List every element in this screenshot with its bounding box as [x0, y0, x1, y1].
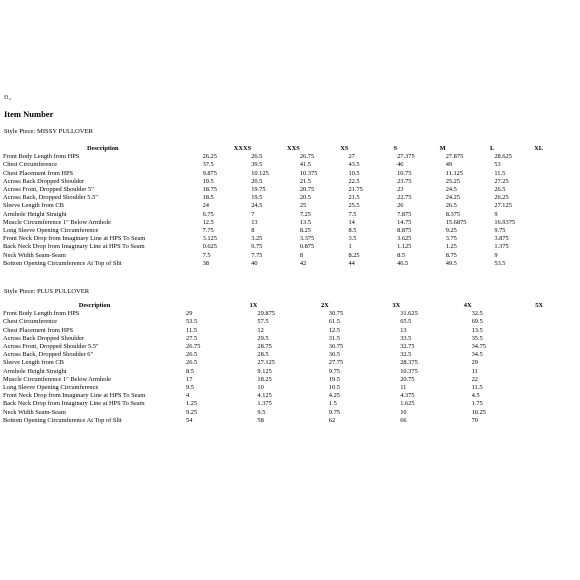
measurement-description: Neck Width Seam-Seam — [3, 251, 66, 259]
measurement-value: 17 — [186, 375, 193, 383]
measurement-value: 29.875 — [257, 310, 275, 318]
table-row — [3, 194, 543, 202]
table-row — [3, 252, 543, 260]
measurement-value: 12.5 — [202, 218, 214, 226]
size-column-header: L — [490, 145, 495, 152]
measurement-value: 27.375 — [397, 153, 415, 161]
measurement-value: 30.75 — [328, 310, 344, 318]
measurement-value: 7.75 — [251, 251, 263, 259]
measurement-description: Neck Width Seam-Seam — [3, 408, 66, 416]
measurement-value: 3.75 — [445, 235, 457, 243]
measurement-value: 11.5 — [494, 169, 506, 177]
measurement-description: Long Sleeve Opening Circumference — [3, 227, 99, 235]
missy-pullover-spec-table — [3, 145, 543, 268]
size-column-header: 3X — [392, 302, 401, 309]
measurement-value: 10.375 — [299, 169, 318, 177]
measurement-value: 7.5 — [348, 210, 357, 218]
measurement-value: 20.75 — [400, 375, 415, 383]
measurement-value: 19.5 — [202, 177, 214, 185]
measurement-value: 20.5 — [251, 177, 263, 185]
measurement-value: 26.75 — [186, 343, 201, 351]
table-row — [3, 368, 543, 376]
measurement-value: 12.5 — [328, 326, 340, 334]
measurement-value: 10.5 — [328, 384, 340, 392]
measurement-value: 24 — [202, 202, 209, 210]
measurement-value: 27.125 — [494, 202, 512, 210]
measurement-value: 23.75 — [397, 177, 412, 185]
measurement-value: 27.75 — [328, 359, 344, 367]
table-row — [3, 359, 543, 367]
measurement-value: 3.125 — [202, 235, 217, 243]
measurement-value: 26.5 — [445, 202, 457, 210]
measurement-value: 24.5 — [445, 186, 457, 194]
measurement-description: Back Neck Drop from Imaginary Line at HPS To Seam — [3, 400, 145, 408]
measurement-description: Across Back, Dropped Shoulder 6" — [3, 351, 94, 359]
measurement-value: 16.9375 — [494, 218, 516, 226]
measurement-value: 31.625 — [400, 310, 418, 318]
measurement-value: 18.5 — [202, 194, 214, 202]
measurement-value: 4.125 — [257, 392, 272, 400]
measurement-value: 27.875 — [445, 153, 464, 161]
measurement-value: 22 — [471, 375, 478, 383]
measurement-value: 46.5 — [397, 259, 409, 267]
measurement-value: 13.5 — [299, 218, 311, 226]
size-column-header: XXXS — [233, 145, 252, 152]
table-row — [3, 260, 543, 268]
measurement-value: 1.375 — [257, 400, 272, 408]
measurement-value: 9.25 — [445, 227, 457, 235]
measurement-value: 22.75 — [397, 194, 412, 202]
plus-table-body — [3, 310, 543, 425]
measurement-value: 7.5 — [202, 251, 211, 259]
measurement-value: 53 — [494, 161, 501, 169]
measurement-value: 20.75 — [299, 186, 315, 194]
measurement-value: 11 — [400, 384, 407, 392]
measurement-value: 8.875 — [397, 227, 412, 235]
table-row — [3, 211, 543, 219]
measurement-value: 18.75 — [202, 186, 217, 194]
measurement-value: 9.25 — [186, 408, 198, 416]
table-row — [3, 351, 543, 359]
size-column-header: 4X — [463, 302, 472, 309]
measurement-value: 1 — [348, 243, 352, 251]
measurement-value: 8.25 — [299, 227, 311, 235]
measurement-value: 24.25 — [445, 194, 461, 202]
table-row — [3, 335, 543, 343]
measurement-value: 8.5 — [348, 227, 357, 235]
measurement-value: 22.5 — [348, 177, 360, 185]
measurement-description: Bottom Opening Circumference At Top of Slit — [3, 259, 122, 267]
measurement-value: 9.875 — [202, 169, 217, 177]
style-piece-missy-label: Style Piece: MISSY PULLOVER — [4, 128, 93, 135]
measurement-value: 40 — [251, 259, 258, 267]
measurement-value: 1.125 — [397, 243, 412, 251]
measurement-value: 1.375 — [494, 243, 509, 251]
measurement-value: 3.375 — [299, 235, 315, 243]
measurement-value: 11.5 — [186, 326, 197, 334]
measurement-value: 25.5 — [348, 202, 360, 210]
measurement-description: Chest Placement from HPS — [3, 169, 74, 177]
document-mark: Ð„ — [4, 95, 11, 101]
measurement-value: 9.75 — [328, 408, 340, 416]
measurement-value: 8.5 — [186, 367, 195, 375]
measurement-description: Front Body Length from HPS — [3, 310, 80, 318]
measurement-value: 8.75 — [445, 251, 457, 259]
table-row — [3, 202, 543, 210]
measurement-description: Sleeve Length from CB — [3, 359, 64, 367]
measurement-value: 28.375 — [400, 359, 418, 367]
table-row — [3, 327, 543, 335]
measurement-value: 3.5 — [348, 235, 357, 243]
measurement-description: Across Back, Dropped Shoulder 5.5" — [3, 194, 98, 202]
measurement-value: 28.75 — [257, 343, 272, 351]
measurement-value: 29 — [471, 359, 478, 367]
table-row — [3, 186, 543, 194]
size-column-header: XS — [340, 145, 349, 152]
measurement-value: 38 — [202, 259, 209, 267]
measurement-value: 14.75 — [397, 218, 412, 226]
measurement-value: 70 — [471, 416, 478, 424]
table-row — [3, 400, 543, 408]
measurement-value: 21.5 — [299, 177, 311, 185]
measurement-value: 26 — [397, 202, 404, 210]
measurement-value: 8 — [299, 251, 304, 259]
measurement-value: 6.75 — [202, 210, 214, 218]
measurement-value: 27.25 — [494, 177, 509, 185]
size-column-header: XXS — [287, 145, 300, 152]
measurement-description: Front Neck Drop from Imaginary Line at HPS To Seam — [3, 392, 146, 400]
measurement-value: 20.5 — [299, 194, 311, 202]
measurement-value: 26.5 — [251, 153, 263, 161]
measurement-description: Across Back Dropped Shoulder — [3, 177, 85, 185]
table-row — [3, 170, 543, 178]
measurement-value: 46 — [397, 161, 404, 169]
measurement-value: 1.75 — [471, 400, 483, 408]
measurement-value: 54 — [186, 416, 193, 424]
measurement-value: 32.5 — [471, 310, 483, 318]
measurement-value: 26.5 — [494, 186, 506, 194]
measurement-value: 10.25 — [471, 408, 486, 416]
measurement-value: 9 — [494, 210, 498, 218]
measurement-value: 4.375 — [400, 392, 415, 400]
measurement-value: 7 — [251, 210, 255, 218]
measurement-description: Chest Circumference — [3, 318, 58, 326]
measurement-value: 24.5 — [251, 202, 263, 210]
measurement-value: 27.5 — [186, 334, 198, 342]
measurement-value: 8.375 — [445, 210, 461, 218]
measurement-value: 18.25 — [257, 375, 272, 383]
measurement-value: 9.5 — [257, 408, 266, 416]
table-row — [3, 392, 543, 400]
measurement-value: 43.5 — [348, 161, 360, 169]
measurement-value: 1.25 — [186, 400, 198, 408]
measurement-value: 21.75 — [348, 186, 363, 194]
measurement-value: 19.5 — [251, 194, 263, 202]
measurement-value: 33.5 — [400, 334, 412, 342]
table-row — [3, 235, 543, 243]
measurement-value: 34.75 — [471, 343, 486, 351]
measurement-value: 7.75 — [202, 227, 214, 235]
table-row — [3, 227, 543, 235]
measurement-value: 9.75 — [328, 367, 340, 375]
size-column-header: S — [393, 145, 398, 152]
measurement-value: 12 — [257, 326, 264, 334]
measurement-value: 4 — [186, 392, 190, 400]
measurement-value: 34.5 — [471, 351, 483, 359]
measurement-value: 1.5 — [328, 400, 337, 408]
measurement-value: 27.125 — [257, 359, 275, 367]
measurement-value: 58 — [257, 416, 264, 424]
measurement-value: 39.5 — [251, 161, 263, 169]
measurement-value: 19.75 — [251, 186, 266, 194]
table-row — [3, 384, 543, 392]
measurement-value: 3.625 — [397, 235, 412, 243]
measurement-value: 9.125 — [257, 367, 272, 375]
measurement-value: 30.75 — [328, 343, 344, 351]
measurement-value: 1.25 — [445, 243, 457, 251]
measurement-value: 49.5 — [445, 259, 457, 267]
measurement-value: 26.25 — [202, 153, 217, 161]
measurement-description: Muscle Circumference 1" Below Armhole — [3, 218, 112, 226]
measurement-description: Armhole Height Straight — [3, 367, 67, 375]
measurement-value: 10.375 — [400, 367, 418, 375]
measurement-value: 26.5 — [186, 351, 198, 359]
table-header-row — [3, 145, 543, 153]
measurement-description: Long Sleeve Opening Circumference — [3, 384, 99, 392]
measurement-description: Chest Placement from HPS — [3, 326, 74, 334]
measurement-value: 9.75 — [494, 227, 506, 235]
table-row — [3, 243, 543, 251]
measurement-value: 26.5 — [186, 359, 198, 367]
measurement-value: 69.5 — [471, 318, 483, 326]
measurement-value: 11 — [471, 367, 478, 375]
size-column-header: 5X — [535, 302, 543, 309]
measurement-value: 11.5 — [471, 384, 483, 392]
table-row — [3, 161, 543, 169]
measurement-value: 8.5 — [397, 251, 406, 259]
measurement-value: 26.75 — [299, 153, 315, 161]
measurement-value: 32.5 — [400, 351, 412, 359]
table-row — [3, 409, 543, 417]
measurement-value: 25 — [299, 202, 307, 210]
measurement-value: 21.5 — [348, 194, 360, 202]
measurement-value: 30.5 — [328, 351, 340, 359]
measurement-description: Bottom Opening Circumference At Top of Slit — [3, 416, 122, 424]
measurement-value: 8.25 — [348, 251, 360, 259]
measurement-description: Back Neck Drop from Imaginary Line at HPS To Seam — [3, 243, 145, 251]
measurement-value: 0.875 — [299, 243, 315, 251]
measurement-value: 10.75 — [397, 169, 412, 177]
measurement-value: 28.625 — [494, 153, 512, 161]
size-column-header: XL — [534, 145, 543, 152]
measurement-value: 9.5 — [186, 384, 195, 392]
measurement-value: 10 — [400, 408, 407, 416]
measurement-value: 10.125 — [251, 169, 269, 177]
measurement-value: 57.5 — [257, 318, 269, 326]
table-row — [3, 178, 543, 186]
measurement-value: 65.5 — [400, 318, 412, 326]
style-piece-plus-label: Style Piece: PLUS PULLOVER — [4, 288, 90, 295]
measurement-value: 7.875 — [397, 210, 412, 218]
measurement-value: 32.75 — [400, 343, 415, 351]
measurement-value: 14 — [348, 218, 355, 226]
table-row — [3, 310, 543, 318]
measurement-description: Armhole Height Straight — [3, 210, 67, 218]
measurement-value: 10.5 — [348, 169, 360, 177]
table-row — [3, 219, 543, 227]
measurement-value: 28.5 — [257, 351, 269, 359]
measurement-value: 7.25 — [299, 210, 311, 218]
measurement-description: Front Neck Drop from Imaginary Line at HPS To Seam — [3, 235, 146, 243]
missy-table-body — [3, 153, 543, 268]
size-column-header: M — [439, 145, 446, 152]
measurement-value: 61.5 — [328, 318, 340, 326]
measurement-value: 37.5 — [202, 161, 214, 169]
measurement-description: Muscle Circumference 1" Below Armhole — [3, 375, 112, 383]
size-column-header: 1X — [249, 302, 258, 309]
measurement-value: 0.75 — [251, 243, 263, 251]
measurement-description: Across Back Dropped Shoulder — [3, 334, 85, 342]
measurement-value: 26.25 — [494, 194, 509, 202]
measurement-value: 10 — [257, 384, 264, 392]
measurement-value: 31.5 — [328, 334, 340, 342]
size-column-header: 2X — [320, 302, 329, 309]
measurement-value: 19.5 — [328, 375, 340, 383]
measurement-description: Chest Circumference — [3, 161, 58, 169]
measurement-value: 44 — [348, 259, 355, 267]
measurement-value: 35.5 — [471, 334, 483, 342]
measurement-value: 53.5 — [494, 259, 506, 267]
table-header-row — [3, 302, 543, 310]
measurement-value: 8 — [251, 227, 255, 235]
measurement-value: 1.625 — [400, 400, 415, 408]
measurement-value: 0.625 — [202, 243, 217, 251]
description-column-header: Description — [78, 302, 111, 309]
measurement-value: 9 — [494, 251, 498, 259]
measurement-value: 13.5 — [471, 326, 483, 334]
measurement-value: 13 — [400, 326, 407, 334]
measurement-value: 4.25 — [328, 392, 340, 400]
measurement-value: 23 — [397, 186, 404, 194]
measurement-value: 3.875 — [494, 235, 509, 243]
measurement-value: 13 — [251, 218, 258, 226]
measurement-value: 49 — [445, 161, 453, 169]
table-row — [3, 417, 543, 425]
measurement-description: Front Body Length from HPS — [3, 153, 80, 161]
measurement-value: 27 — [348, 153, 355, 161]
measurement-value: 66 — [400, 416, 407, 424]
measurement-value: 15.6875 — [445, 218, 467, 226]
measurement-value: 41.5 — [299, 161, 311, 169]
measurement-value: 29.5 — [257, 334, 269, 342]
item-number-heading: Item Number — [4, 109, 54, 119]
measurement-value: 25.25 — [445, 177, 461, 185]
measurement-value: 11.125 — [445, 169, 464, 177]
measurement-value: 4.5 — [471, 392, 480, 400]
description-column-header: Description — [86, 145, 119, 152]
table-row — [3, 153, 543, 161]
measurement-value: 53.5 — [186, 318, 198, 326]
measurement-value: 42 — [299, 259, 307, 267]
plus-pullover-spec-table — [3, 302, 543, 425]
measurement-value: 29 — [186, 310, 193, 318]
table-row — [3, 343, 543, 351]
measurement-value: 3.25 — [251, 235, 263, 243]
table-row — [3, 318, 543, 326]
measurement-description: Across Front, Dropped Shoulder 5" — [3, 186, 94, 194]
measurement-description: Across Front, Dropped Shoulder 5.5" — [3, 343, 99, 351]
measurement-value: 62 — [328, 416, 336, 424]
measurement-description: Sleeve Length from CB — [3, 202, 64, 210]
table-row — [3, 376, 543, 384]
